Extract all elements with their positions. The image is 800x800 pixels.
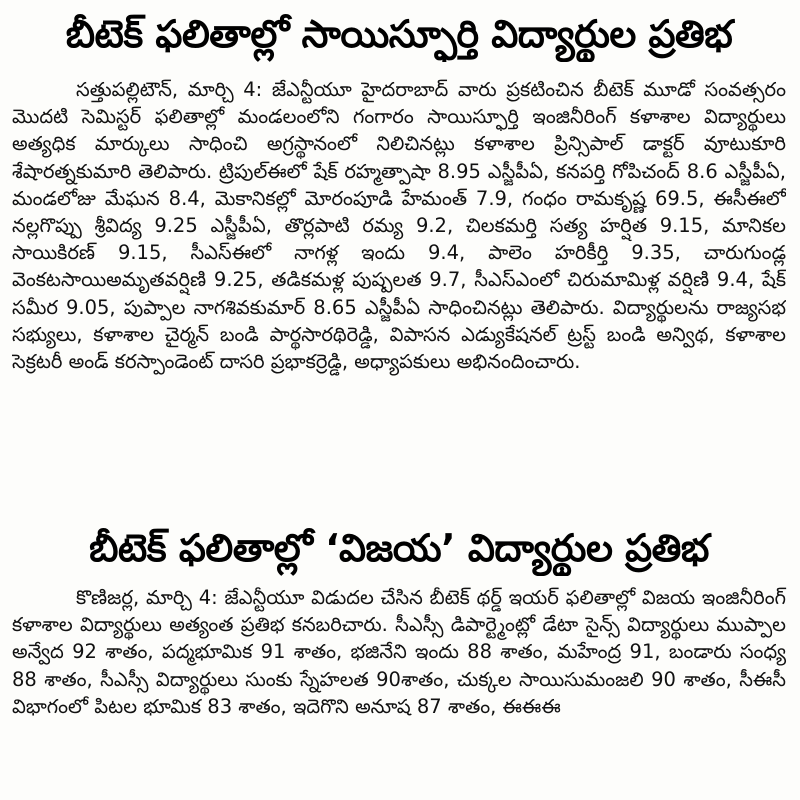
- article-vijaya: [0, 520, 800, 720]
- article-body-vijaya: కొణిజర్ల, మార్చి 4: జేఎన్టీయూ విడుదల చేసిన బీటెక్ థర్డ్ ఇయర్ ఫలితాల్లో విజయ ఇంజినీరింగ్ కళాశాల విద్యార్థులు అత్యంత ప్రతిభ కనబరిచారు. సీఎస్సీ డిపార్ట్మెంట్లో డేటా సైన్స్ విద్యార్థులు ముప్పాల అన్వేద 92 శాతం, పద్మభూమిక 91 శాతం, భజినేని ఇందు 88 శాతం, మహేంద్ర 91, బండారు సంధ్య 88 శాతం, సీఎస్సీ విద్యార్థులు సుంకు స్నేహలత 90శాతం, చుక్కల సాయిసుమంజలి 90 శాతం, సీఈసీ విభాగంలో పిటల భూమిక 83 శాతం, ఇదెగొని అనూష 87 శాతం, ఈఈఈ: [12, 586, 786, 718]
- article-body-saisphoorthi: సత్తుపల్లిటౌన్, మార్చి 4: జేఎన్టీయూ హైదరాబాద్ వారు ప్రకటించిన బీటెక్ మూడో సంవత్సరం మొదటి సెమిస్టర్ ఫలితాల్లో మండలంలోని గంగారం సాయిస్ఫూర్తి ఇంజినీరింగ్ కళాశాల విద్యార్థులు అత్యధిక మార్కులు సాధించి అగ్రస్థానంలో నిలిచినట్లు కళాశాల ప్రిన్సిపాల్ డాక్టర్ వూటుకూరి శేషారత్నకుమారి తెలిపారు. ట్రిపుల్ఈలో షేక్ రహ్మత్పాషా 8.95 ఎస్జీపీఏ, కనపర్తి గోపిచంద్ 8.6 ఎస్జీపీఏ, మండలోజు మేఘన 8.4, మెకానికల్లో మోరంపూడి హేమంత్ 7.9, గంధం రామకృష్ణ 69.5, ఈసీఈలో నల్లగొప్పు శ్రీవిద్య 9.25 ఎస్జీపీఏ, తొర్లపాటి రమ్య 9.2, చిలకమర్తి సత్య హర్షిత 9.15, మానికల సాయికిరణ్ 9.15, సీఎస్ఈలో నాగళ్ల ఇందు 9.4, పాలెం హరికీర్తి 9.35, చారుగుండ్ల వెంకటసాయిఅమృతవర్షిణి 9.25, తడికమళ్ల పుష్పలత 9.7, సీఎస్ఎంలో చిరుమామిళ్ల వర్షిణి 9.4, షేక్ సమీర 9.05, పుప్పాల నాగశివకుమార్ 8.65 ఎస్జీపీఏ సాధించినట్లు తెలిపారు. విద్యార్థులను రాజ్యసభ సభ్యులు, కళాశాల చైర్మన్ బండి పార్థసారథిరెడ్డి, విపాసన ఎడ్యుకేషనల్ ట్రస్ట్ బండి అన్విథ, కళాశాల సెక్రటరీ అండ్ కరస్పాండెంట్ దాసరి ప్రభాకర్రెడ్డి, అధ్యాపకులు అభినందించారు.: [12, 78, 786, 374]
- headline-saisphoorthi: బీటెక్ ఫలితాల్లో సాయిస్ఫూర్తి విద్యార్థుల ప్రతిభ: [65, 12, 733, 56]
- headline-vijaya: బీటెక్ ఫలితాల్లో ‘విజయ’ విద్యార్థుల ప్రతిభ: [89, 526, 709, 570]
